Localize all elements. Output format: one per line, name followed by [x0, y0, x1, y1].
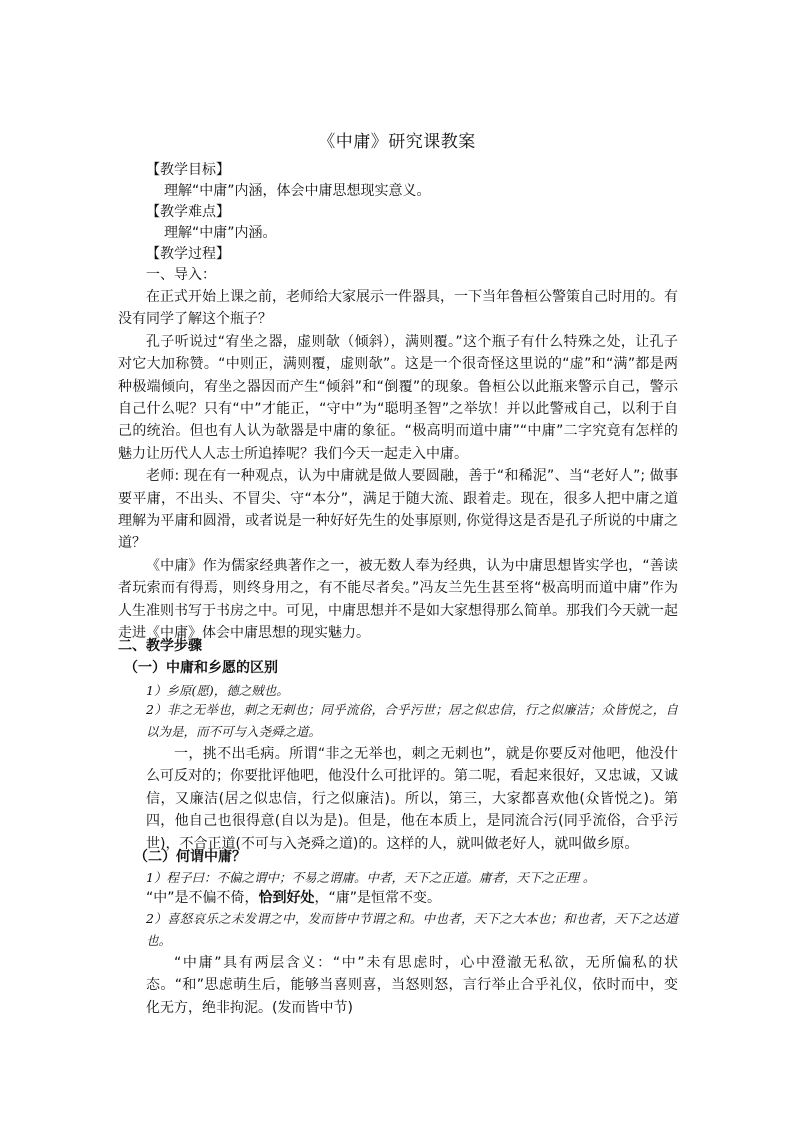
document-title: 《中庸》研究课教案 [318, 132, 476, 152]
process-heading: 【教学过程】 [146, 246, 230, 262]
intro-body [118, 286, 678, 645]
section1-explanation-text: 一，挑不出毛病。所谓“非之无举也，刺之无刺也”，就是你要反对他吧，他没什么可反对的；你要批评他吧，他没什么可批评的。第二呢，看起来很好，又忠诚，又诚信，又廉洁(居之似忠信，行之似廉洁)。所以，第三，大家都喜欢他(众皆悦之)。第四，他自己也很得意(自以为是)。但是，他在本质上，是同流合污(同乎流俗，合乎污世)，不合正道(不可与入尧舜之道)的。这样的人，就叫做老好人，就叫做乡原。 [146, 746, 678, 852]
definition-emphasis: 恰到好处 [258, 890, 315, 906]
definition-part-a: “中”是不偏不倚， [146, 890, 259, 906]
section2-explanation [146, 952, 678, 1019]
section2-quote-1: 1）程子曰：不偏之谓中；不易之谓庸。中者，天下之正道。庸者，天下之正理 。 [146, 870, 596, 885]
steps-heading: 二、教学步骤 [118, 638, 202, 654]
intro-paragraph: 在正式开始上课之前，老师给大家展示一件器具，一下当年鲁桓公警策自己时用的。有没有同学了解这个瓶子？ [118, 289, 678, 328]
section1-quote-1: 1）乡原(愿)，德之贼也。 [146, 683, 289, 698]
section2-explanation-text: “中庸”具有两层含义：“中”未有思虑时，心中澄澈无私欲，无所偏私的状态。“和”思虑萌生后，能够当喜则喜，当怒则怒，言行举止合乎礼仪，依时而中，变化无方，绝非拘泥。(发而皆中节) [146, 955, 678, 1016]
section1-quote-2: 2）非之无举也，刺之无刺也；同乎流俗，合乎污世；居之似忠信，行之似廉洁；众皆悦之，自以为是，而不可与入尧舜之道。 [146, 702, 678, 739]
definition-part-c: ，“庸”是恒常不变。 [314, 890, 442, 906]
section1-heading: （一）中庸和乡愿的区别 [124, 660, 278, 676]
goal-heading: 【教学目标】 [146, 162, 230, 178]
intro-heading: 一、导入： [146, 267, 216, 283]
section2-quote-2: 2）喜怒哀乐之未发谓之中，发而皆中节谓之和。中也者，天下之大本也；和也者，天下之达道也。 [146, 911, 678, 948]
section1-explanation [146, 743, 678, 855]
intro-paragraph: 老师: 现在有一种观点，认为中庸就是做人要圆融，善于“和稀泥”、当“老好人”; 做事要平庸，不出头、不冒尖、守“本分”，满足于随大流、跟着走。现在，很多人把中庸之道理解为平庸和圆滑，或者说是一种好好先生的处事原则, 你觉得这是否是孔子所说的中庸之道？ [118, 468, 678, 552]
section2-definition [146, 888, 441, 908]
goal-text: 理解“中庸”内涵，体会中庸思想现实意义。 [164, 183, 431, 199]
intro-paragraph: 《中庸》作为儒家经典著作之一，被无数人奉为经典，认为中庸思想皆实学也，“善读者玩索而有得焉，则终身用之，有不能尽者矣。”冯友兰先生甚至将“极高明而道中庸”作为人生准则书写于书房之中。可见，中庸思想并不是如大家想得那么简单。那我们今天就一起走进《中庸》体会中庸思想的现实魅力。 [118, 557, 678, 642]
difficulty-heading: 【教学难点】 [146, 204, 230, 220]
difficulty-text: 理解“中庸”内涵。 [164, 225, 277, 241]
intro-paragraph: 孔子听说过“宥坐之器，虚则欹（倾斜），满则覆。”这个瓶子有什么特殊之处，让孔子对它大加称赞。“中则正，满则覆，虚则欹”。这是一个很奇怪这里说的“虚”和“满”都是两种极端倾向，宥坐之器因而产生“倾斜”和“倒覆”的现象。鲁桓公以此瓶来警示自己，警示自己什么呢？只有“中”才能正，“守中”为“聪明圣智”之举欤！并以此警戒自己，以利于自己的统治。但也有人认为欹器是中庸的象征。“极高明而道中庸”“中庸”二字究竟有怎样的魅力让历代人人志士所追捧呢？我们今天一起走入中庸。 [118, 333, 678, 462]
section2-heading: （二）何谓中庸？ [134, 849, 246, 865]
